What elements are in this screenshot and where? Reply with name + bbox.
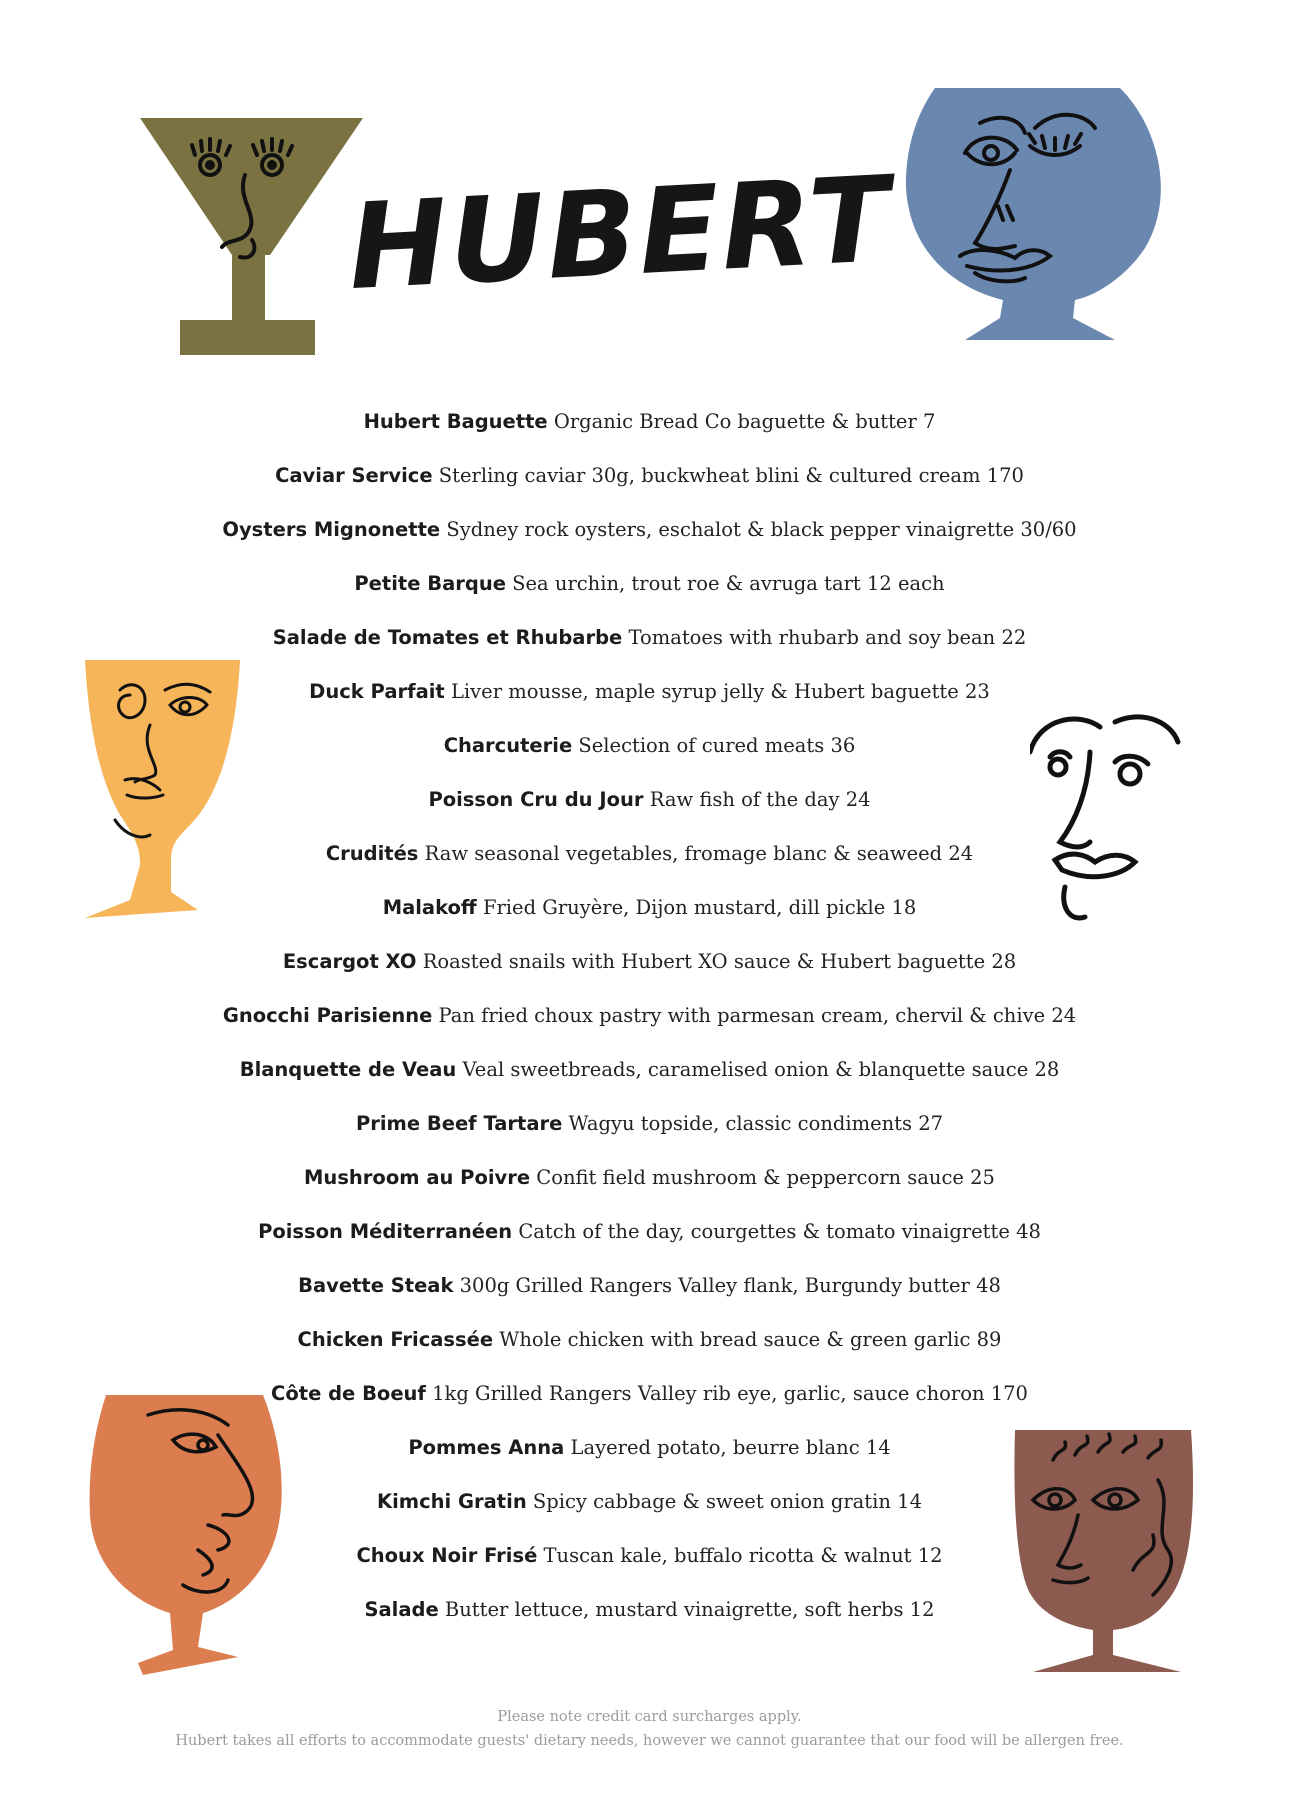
menu-item: [100, 1313, 1199, 1367]
dish-price: 12: [917, 1544, 943, 1567]
menu-item: [100, 1043, 1199, 1097]
dish-description: Spicy cabbage & sweet onion gratin: [532, 1490, 891, 1513]
dish-description: Layered potato, beurre blanc: [570, 1436, 860, 1459]
dish-description: Whole chicken with bread sauce & green garlic: [499, 1328, 971, 1351]
dish-description: Raw fish of the day: [649, 788, 840, 811]
dish-price: 23: [965, 680, 990, 703]
dish-name: Caviar Service: [275, 464, 433, 487]
menu-item: [100, 1421, 1199, 1475]
dish-price: 12 each: [866, 572, 945, 595]
dish-price: 48: [976, 1274, 1001, 1297]
menu-item: [100, 935, 1199, 989]
dish-name: Malakoff: [382, 896, 477, 919]
dish-price: 48: [1016, 1220, 1041, 1243]
dish-price: 24: [1051, 1004, 1077, 1027]
dish-price: 18: [891, 896, 917, 919]
menu-item: [100, 827, 1199, 881]
dish-name: Kimchi Gratin: [377, 1490, 527, 1513]
menu-list: [100, 395, 1199, 1637]
dish-description: Tomatoes with rhubarb and soy bean: [628, 626, 996, 649]
dish-name: Prime Beef Tartare: [355, 1112, 563, 1135]
menu-item: [100, 719, 1199, 773]
dish-price: 30/60: [1020, 518, 1077, 541]
dish-name: Duck Parfait: [309, 680, 445, 703]
dish-price: 170: [990, 1382, 1028, 1405]
dish-price: 28: [991, 950, 1017, 973]
dish-name: Mushroom au Poivre: [304, 1166, 531, 1189]
menu-item: [100, 1151, 1199, 1205]
dish-name: Gnocchi Parisienne: [222, 1004, 433, 1027]
dish-name: Bavette Steak: [298, 1274, 454, 1297]
dish-price: 12: [909, 1598, 935, 1621]
dish-name: Poisson Cru du Jour: [428, 788, 644, 811]
dish-description: 300g Grilled Rangers Valley flank, Burgundy butter: [459, 1274, 970, 1297]
dish-price: 36: [830, 734, 856, 757]
dish-description: Sydney rock oysters, eschalot & black pepper vinaigrette: [446, 518, 1015, 541]
menu-item: [100, 449, 1199, 503]
restaurant-name: HUBERT: [345, 149, 895, 317]
dish-name: Salade: [364, 1598, 439, 1621]
dish-name: Charcuterie: [443, 734, 573, 757]
menu-item: [100, 1529, 1199, 1583]
dish-name: Côte de Boeuf: [271, 1382, 426, 1405]
dish-description: Organic Bread Co baguette & butter: [553, 410, 917, 433]
dish-price: 27: [918, 1112, 944, 1135]
dish-description: Wagyu topside, classic condiments: [568, 1112, 913, 1135]
dish-name: Petite Barque: [354, 572, 506, 595]
dish-description: 1kg Grilled Rangers Valley rib eye, garlic, sauce choron: [432, 1382, 985, 1405]
dish-description: Liver mousse, maple syrup jelly & Hubert baguette: [450, 680, 959, 703]
menu-item: [100, 881, 1199, 935]
dish-name: Chicken Fricassée: [297, 1328, 494, 1351]
dish-description: Tuscan kale, buffalo ricotta & walnut: [543, 1544, 912, 1567]
dish-price: 28: [1034, 1058, 1060, 1081]
dish-description: Catch of the day, courgettes & tomato vinaigrette: [518, 1220, 1010, 1243]
menu-item: [100, 503, 1199, 557]
dish-name: Pommes Anna: [408, 1436, 565, 1459]
dish-name: Choux Noir Frisé: [356, 1544, 538, 1567]
dish-price: 25: [970, 1166, 995, 1189]
dish-description: Raw seasonal vegetables, fromage blanc & seaweed: [424, 842, 943, 865]
dish-description: Veal sweetbreads, caramelised onion & blanquette sauce: [462, 1058, 1029, 1081]
dish-name: Hubert Baguette: [363, 410, 548, 433]
menu-item: [100, 395, 1199, 449]
menu-item: [100, 557, 1199, 611]
surcharge-note: Please note credit card surcharges apply.: [497, 1709, 802, 1725]
dish-price: 170: [986, 464, 1024, 487]
menu-item: [100, 1205, 1199, 1259]
dish-price: 24: [948, 842, 974, 865]
menu-item: [100, 1583, 1199, 1637]
dish-price: 7: [922, 410, 936, 433]
menu-item: [100, 773, 1199, 827]
dish-description: Roasted snails with Hubert XO sauce & Hubert baguette: [422, 950, 986, 973]
dish-name: Crudités: [325, 842, 419, 865]
menu-item: [100, 1367, 1199, 1421]
dish-name: Escargot XO: [282, 950, 417, 973]
dish-name: Oysters Mignonette: [222, 518, 441, 541]
dish-description: Sea urchin, trout roe & avruga tart: [512, 572, 861, 595]
menu-item: [100, 1097, 1199, 1151]
dish-name: Salade de Tomates et Rhubarbe: [272, 626, 623, 649]
dish-name: Blanquette de Veau: [239, 1058, 457, 1081]
dish-price: 22: [1001, 626, 1027, 649]
menu-item: [100, 1475, 1199, 1529]
dish-price: 14: [897, 1490, 922, 1513]
dish-description: Selection of cured meats: [578, 734, 825, 757]
martini-glass-face-illustration: [140, 115, 365, 360]
dish-description: Pan fried choux pastry with parmesan cream, chervil & chive: [438, 1004, 1046, 1027]
dish-price: 89: [976, 1328, 1002, 1351]
dish-description: Fried Gruyère, Dijon mustard, dill pickle: [482, 896, 886, 919]
dish-description: Sterling caviar 30g, buckwheat blini & cultured cream: [438, 464, 981, 487]
dish-price: 14: [865, 1436, 891, 1459]
wine-glass-face-illustration: [905, 88, 1175, 348]
dish-description: Confit field mushroom & peppercorn sauce: [536, 1166, 964, 1189]
dish-description: Butter lettuce, mustard vinaigrette, soft herbs: [444, 1598, 904, 1621]
allergen-note: Hubert takes all efforts to accommodate guests' dietary needs, however we cannot guarantee that our food will be allergen free.: [175, 1733, 1124, 1749]
menu-item: [100, 989, 1199, 1043]
menu-item: [100, 611, 1199, 665]
dish-name: Poisson Méditerranéen: [258, 1220, 513, 1243]
menu-item: [100, 665, 1199, 719]
menu-item: [100, 1259, 1199, 1313]
dish-price: 24: [845, 788, 871, 811]
